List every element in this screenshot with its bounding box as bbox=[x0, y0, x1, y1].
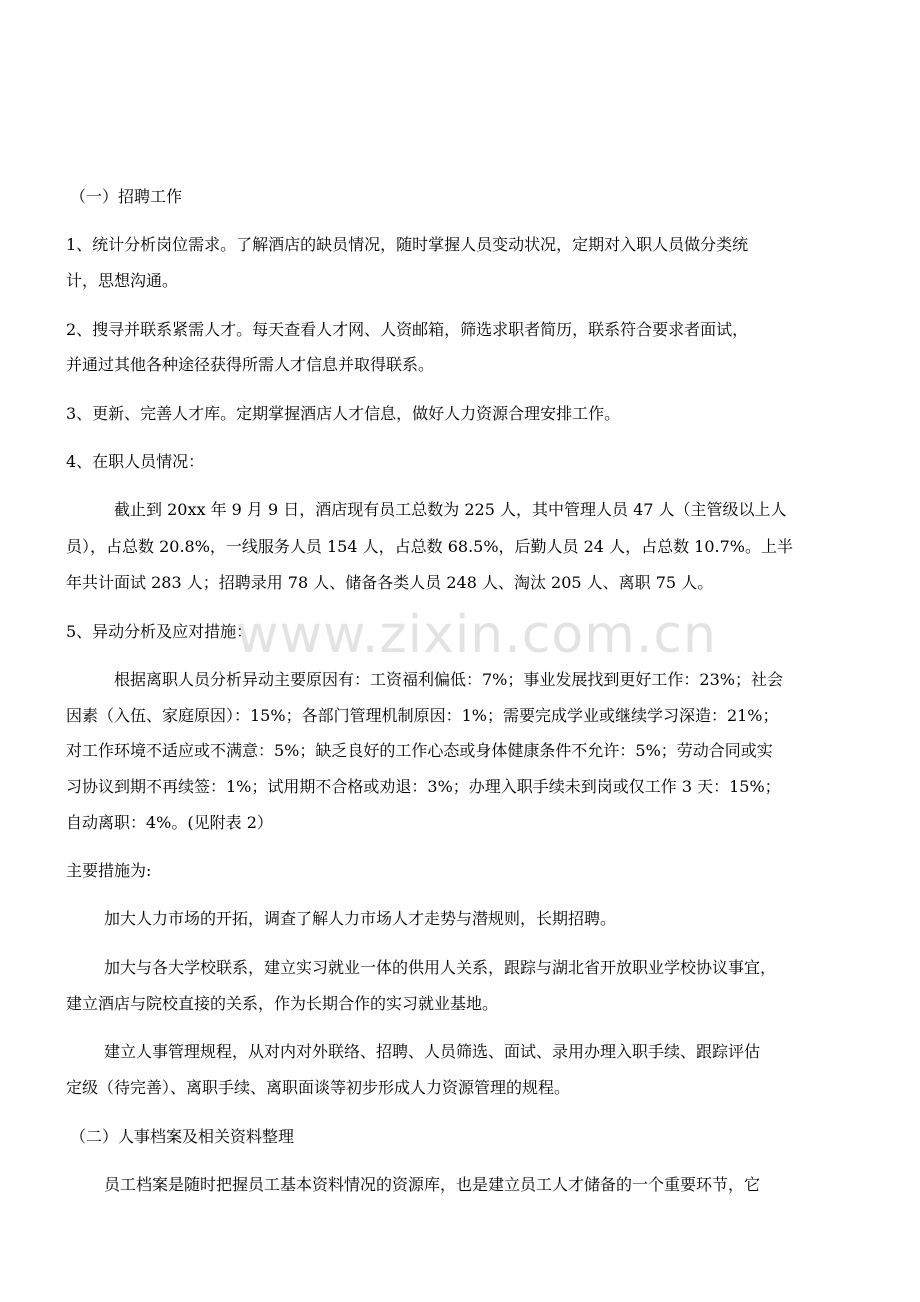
watermark: www.zixin.com.cn bbox=[236, 605, 717, 665]
section1-heading: （一）招聘工作 bbox=[70, 187, 183, 206]
item5-para-line1: 根据离职人员分析异动主要原因有：工资福利偏低：7%；事业发展找到更好工作：23%；社会 bbox=[114, 670, 783, 689]
item4-para-line2: 员），占总数 20.8%，一线服务人员 154 人，占总数 68.5%，后勤人员 24 人，占总数 10.7%。上半 bbox=[66, 537, 793, 556]
item5-para-line2: 因素（入伍、家庭原因）：15%；各部门管理机制原因：1%；需要完成学业或继续学习深造：21%； bbox=[66, 706, 779, 725]
item4-para-line1: 截止到 20xx 年 9 月 9 日，酒店现有员工总数为 225 人，其中管理人员 47 人（主管级以上人 bbox=[114, 500, 787, 519]
item1-line1: 1、统计分析岗位需求。了解酒店的缺员情况，随时掌握人员变动状况，定期对入职人员做分类统 bbox=[66, 235, 749, 254]
item5-para-line4: 习协议到期不再续签：1%；试用期不合格或劝退：3%；办理入职手续未到岗或仅工作 3 天：15%； bbox=[66, 777, 781, 796]
item4-heading: 4、在职人员情况： bbox=[66, 452, 205, 471]
item5-heading: 5、异动分析及应对措施： bbox=[66, 622, 253, 641]
item5-para-line5: 自动离职：4%。(见附表 2） bbox=[66, 813, 273, 832]
measure1-line1: 加大人力市场的开拓，调查了解人力市场人才走势与潜规则，长期招聘。 bbox=[104, 909, 617, 928]
item2-line2: 并通过其他各种途径获得所需人才信息并取得联系。 bbox=[66, 355, 435, 374]
measure3-line1: 建立人事管理规程，从对内对外联络、招聘、人员筛选、面试、录用办理入职手续、跟踪评估 bbox=[104, 1042, 761, 1061]
item3-line1: 3、更新、完善人才库。定期掌握酒店人才信息，做好人力资源合理安排工作。 bbox=[66, 404, 621, 423]
measure2-line1: 加大与各大学校联系，建立实习就业一体的供用人关系，跟踪与湖北省开放职业学校协议事宜， bbox=[104, 958, 777, 977]
item2-line1: 2、搜寻并联系紧需人才。每天查看人才网、人资邮箱，筛选求职者简历，联系符合要求者面试， bbox=[66, 320, 749, 339]
item1-line2: 计，思想沟通。 bbox=[66, 271, 179, 290]
item4-para-line3: 年共计面试 283 人；招聘录用 78 人、储备各类人员 248 人、淘汰 205 人、离职 75 人。 bbox=[66, 573, 714, 592]
measure3-line2: 定级（待完善）、离职手续、离职面谈等初步形成人力资源管理的规程。 bbox=[66, 1078, 571, 1097]
measures-heading: 主要措施为: bbox=[66, 861, 152, 880]
section2-para-line1: 员工档案是随时把握员工基本资料情况的资源库，也是建立员工人才储备的一个重要环节，它 bbox=[104, 1175, 761, 1194]
measure2-line2: 建立酒店与院校直接的关系，作为长期合作的实习就业基地。 bbox=[66, 994, 499, 1013]
section2-heading: （二）人事档案及相关资料整理 bbox=[70, 1127, 295, 1146]
item5-para-line3: 对工作环境不适应或不满意：5%；缺乏良好的工作心态或身体健康条件不允许：5%；劳动合同或实 bbox=[66, 741, 773, 760]
